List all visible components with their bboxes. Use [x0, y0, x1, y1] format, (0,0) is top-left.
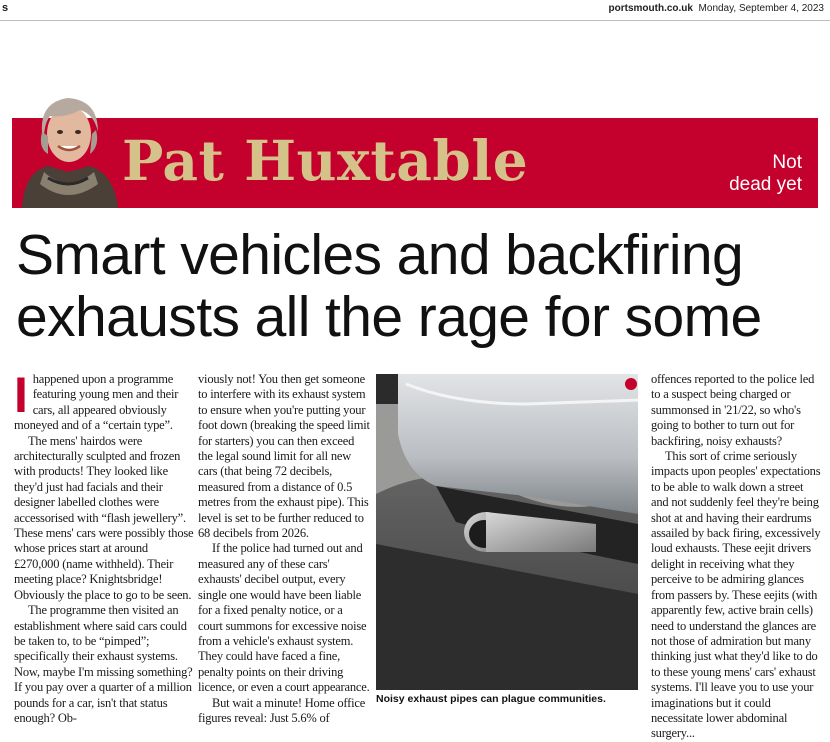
article-paragraph: viously not! You then get someone to interfere with its exhaust system to ensure when you're putting your foot down (breaking the speed limit for starters) you can then exceed the legal sound limit for all new cars (that being 72 decibels, measured from a distance of 0.5 metres from the exhaust pipe). This level is set to be further reduced to 68 decibels from 2026.	[198, 372, 370, 541]
article-paragraph: If the police had turned out and measured any of these cars' exhausts' decibel output, every single one would have been liable for a fixed penalty notice, or a court summons for excessive noise from a vehicle's exhaust system. They could have faced a fine, penalty points on their driving licence, or even a court appearance.	[198, 541, 370, 695]
article-column-1	[14, 367, 194, 726]
columnist-portrait	[14, 88, 122, 208]
article-column-4	[651, 372, 823, 742]
columnist-banner	[12, 118, 818, 208]
columnist-name: Pat Huxtable	[122, 128, 529, 193]
section-letter: s	[2, 2, 9, 14]
tagline-line-2: dead yet	[729, 174, 802, 195]
article-paragraph	[14, 367, 194, 434]
issue-date: Monday, September 4, 2023	[698, 3, 824, 14]
article-paragraph: offences reported to the police led to a suspect being charged or summonsed in '21/22, so who's going to bother to turn out for backfiring, noisy exhausts?	[651, 372, 815, 448]
site-name: portsmouth.co.uk	[608, 3, 693, 14]
column-tagline	[729, 152, 802, 196]
headline-line-1: Smart vehicles and backfiring	[16, 223, 744, 287]
article-column-2	[198, 372, 370, 726]
article-paragraph: But wait a minute! Home office figures reveal: Just 5.6% of	[198, 695, 366, 725]
tagline-line-1: Not	[772, 152, 802, 173]
headline	[16, 224, 816, 348]
paragraph-text: happened upon a programme featuring young men and their cars, all appeared obviously moneyed and of a “certain type”.	[14, 372, 179, 433]
article-paragraph: The mens' hairdos were architecturally sculpted and frozen with products! They looked like they'd just had facials and their designer labelled clothes were accessorised with “flash jewellery”. These mens' cars were possibly those whose prices start at around £270,000 (name withheld). Their meeting place? Knightsbridge! Obviously the place to go to be seen.	[14, 433, 194, 602]
headline-line-2: exhausts all the rage for some	[16, 285, 762, 349]
drop-cap: I	[14, 367, 28, 423]
photo-caption: Noisy exhaust pipes can plague communities.	[376, 693, 606, 705]
page-meta	[609, 3, 824, 14]
exhaust-photo	[376, 374, 638, 690]
article-paragraph: This sort of crime seriously impacts upon peoples' expectations to be able to walk down a street and not suddenly feel they're being shot at and having their eardrums assailed by back firing, excessively loud exhausts. These eejit drivers delight in receiving what they perceive to be admiring glances from passers by. These eejits (with apparently few, active brain cells) need to understand the glances are not those of admiration but many thinking just what they'd like to do to these young mens' cars' exhaust systems. I'll leave you to use your imaginations but it could necessitate lower abdominal surgery...	[651, 449, 821, 741]
page-header	[0, 0, 830, 21]
article-paragraph: The programme then visited an establishment where said cars could be taken to, to be “pimped”; specifically their exhaust systems. Now, maybe I'm missing something? If you pay over a quarter of a million pounds for a car, isn't that status enough? Ob-	[14, 603, 193, 725]
